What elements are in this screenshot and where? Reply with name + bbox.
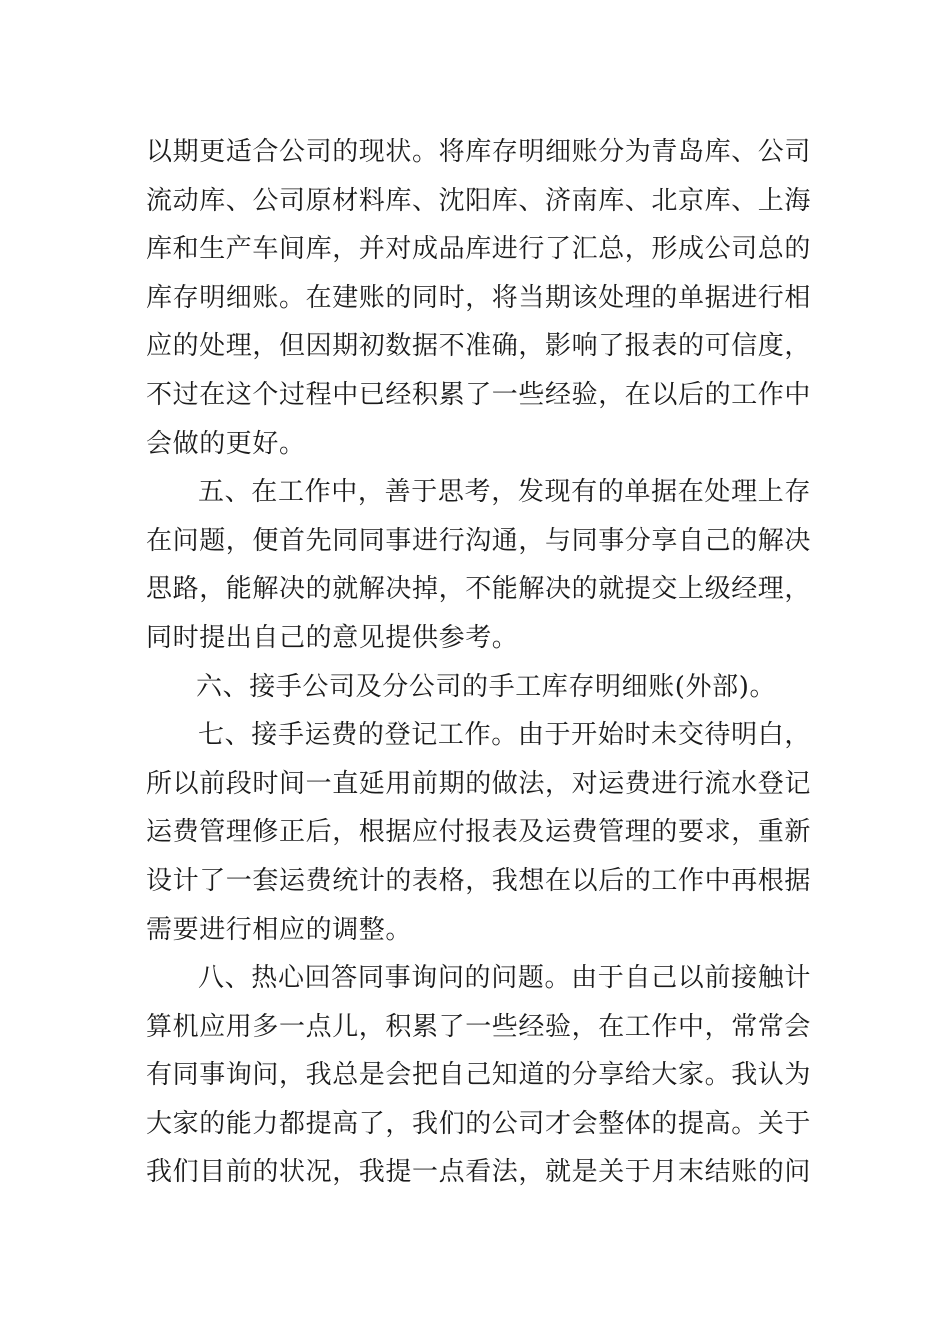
paragraph-item-six: 六、接手公司及分公司的手工库存明细账(外部)。	[196, 671, 777, 702]
paragraph-item-seven: 七、接手运费的登记工作。由于开始时未交待明白，所以前段时间一直延用前期的做法，对运费进行流水登记运费管理修正后，根据应付报表及运费管理的要求，重新设计了一套运费统计的表格，我想在以后的工作中再根据需要进行相应的调整。	[146, 720, 812, 945]
paragraph-item-five: 五、在工作中，善于思考，发现有的单据在处理上存在问题，便首先同同事进行沟通，与同事分享自己的解决思路，能解决的就解决掉，不能解决的就提交上级经理，同时提出自己的意见提供参考。	[146, 477, 812, 653]
paragraph-item-eight: 八、热心回答同事询问的问题。由于自己以前接触计算机应用多一点儿，积累了一些经验，在工作中，常常会有同事询问，我总是会把自己知道的分享给大家。我认为大家的能力都提高了，我们的公司才会整体的提高。关于我们目前的状况，我提一点看法，就是关于月末结账的问	[146, 963, 812, 1188]
paragraph-continuation: 以期更适合公司的现状。将库存明细账分为青岛库、公司流动库、公司原材料库、沈阳库、济南库、北京库、上海库和生产车间库，并对成品库进行了汇总，形成公司总的库存明细账。在建账的同时，将当期该处理的单据进行相应的处理，但因期初数据不准确，影响了报表的可信度，不过在这个过程中已经积累了一些经验，在以后的工作中会做的更好。	[146, 137, 812, 459]
document-body	[146, 128, 811, 1197]
